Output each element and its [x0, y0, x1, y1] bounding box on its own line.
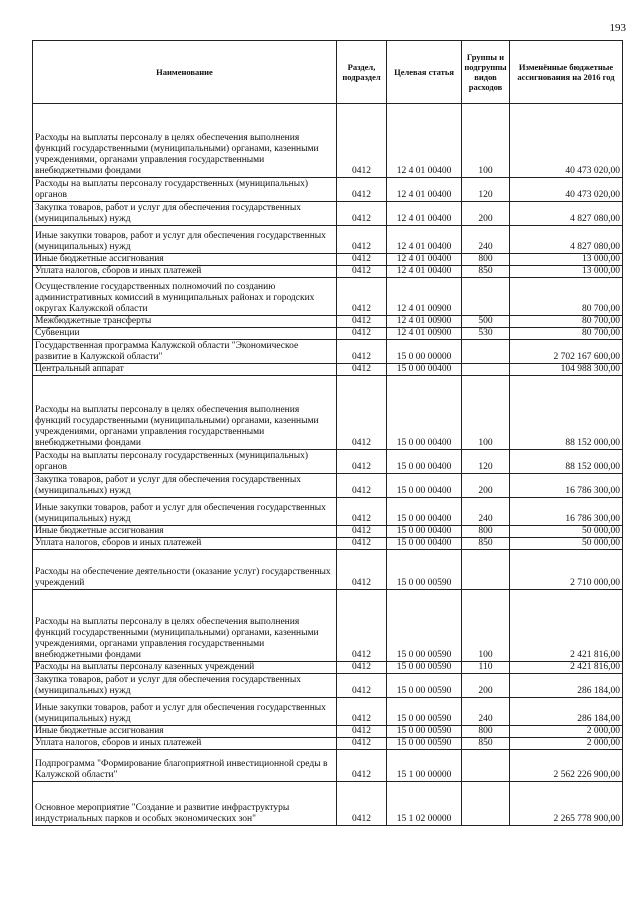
- header-section: Раздел, подраздел: [337, 41, 387, 104]
- row-name: Расходы на выплаты персоналу государственных (муниципальных) органов: [33, 178, 337, 202]
- row-section: 0412: [337, 526, 387, 538]
- row-expense-type: 100: [462, 104, 510, 178]
- row-expense-type: 100: [462, 376, 510, 450]
- table-row: [33, 750, 623, 782]
- row-target: 12 4 01 00400: [387, 226, 462, 254]
- table-header-row: [33, 41, 623, 104]
- row-name: Расходы на выплаты персоналу государственных (муниципальных) органов: [33, 450, 337, 474]
- row-name: Уплата налогов, сборов и иных платежей: [33, 738, 337, 750]
- budget-table: [32, 40, 623, 826]
- row-amount: 2 265 778 900,00: [510, 782, 623, 826]
- row-section: 0412: [337, 750, 387, 782]
- row-target: 15 0 00 00400: [387, 538, 462, 550]
- table-row: [33, 474, 623, 498]
- row-name: Уплата налогов, сборов и иных платежей: [33, 266, 337, 278]
- row-expense-type: [462, 340, 510, 364]
- table-row: [33, 376, 623, 450]
- table-row: [33, 340, 623, 364]
- row-expense-type: [462, 278, 510, 316]
- row-expense-type: 240: [462, 498, 510, 526]
- row-target: 15 0 00 00400: [387, 498, 462, 526]
- row-target: 15 0 00 00400: [387, 450, 462, 474]
- row-name: Расходы на выплаты персоналу казенных учреждений: [33, 662, 337, 674]
- row-name: Межбюджетные трансферты: [33, 316, 337, 328]
- row-target: 12 4 01 00400: [387, 254, 462, 266]
- row-expense-type: [462, 364, 510, 376]
- table-row: [33, 266, 623, 278]
- row-expense-type: [462, 750, 510, 782]
- row-amount: 16 786 300,00: [510, 474, 623, 498]
- table-row: [33, 782, 623, 826]
- row-target: 12 4 01 00900: [387, 316, 462, 328]
- row-section: 0412: [337, 698, 387, 726]
- row-target: 12 4 01 00400: [387, 202, 462, 226]
- header-target: Целевая статья: [387, 41, 462, 104]
- row-target: 15 0 00 00590: [387, 726, 462, 738]
- table-row: [33, 662, 623, 674]
- row-target: 15 0 00 00400: [387, 376, 462, 450]
- row-section: 0412: [337, 278, 387, 316]
- row-expense-type: [462, 550, 510, 590]
- row-name: Субвенции: [33, 328, 337, 340]
- row-section: 0412: [337, 498, 387, 526]
- row-target: 15 0 00 00590: [387, 590, 462, 662]
- row-amount: 13 000,00: [510, 254, 623, 266]
- row-target: 15 0 00 00400: [387, 526, 462, 538]
- table-row: [33, 674, 623, 698]
- row-amount: 2 421 816,00: [510, 590, 623, 662]
- row-name: Уплата налогов, сборов и иных платежей: [33, 538, 337, 550]
- row-amount: 40 473 020,00: [510, 178, 623, 202]
- table-row: [33, 450, 623, 474]
- table-row: [33, 538, 623, 550]
- row-section: 0412: [337, 538, 387, 550]
- row-target: 12 4 01 00400: [387, 104, 462, 178]
- row-amount: 50 000,00: [510, 538, 623, 550]
- row-amount: 286 184,00: [510, 698, 623, 726]
- row-expense-type: 850: [462, 538, 510, 550]
- row-expense-type: 800: [462, 526, 510, 538]
- row-name: Иные бюджетные ассигнования: [33, 526, 337, 538]
- row-target: 15 0 00 00400: [387, 364, 462, 376]
- row-target: 15 0 00 00590: [387, 738, 462, 750]
- row-name: Государственная программа Калужской области "Экономическое развитие в Калужской области": [33, 340, 337, 364]
- row-amount: 88 152 000,00: [510, 450, 623, 474]
- row-section: 0412: [337, 226, 387, 254]
- row-amount: 2 702 167 600,00: [510, 340, 623, 364]
- table-row: [33, 550, 623, 590]
- row-amount: 2 562 226 900,00: [510, 750, 623, 782]
- table-row: [33, 202, 623, 226]
- row-target: 15 0 00 00400: [387, 474, 462, 498]
- row-amount: 40 473 020,00: [510, 104, 623, 178]
- row-name: Осуществление государственных полномочий по созданию административных комиссий в муниципальных районах и городских округах Калужской области: [33, 278, 337, 316]
- table-row: [33, 698, 623, 726]
- row-expense-type: [462, 782, 510, 826]
- row-section: 0412: [337, 662, 387, 674]
- row-section: 0412: [337, 474, 387, 498]
- row-section: 0412: [337, 674, 387, 698]
- row-name: Иные закупки товаров, работ и услуг для обеспечения государственных (муниципальных) нужд: [33, 698, 337, 726]
- row-section: 0412: [337, 254, 387, 266]
- row-target: 12 4 01 00400: [387, 178, 462, 202]
- row-amount: 2 000,00: [510, 726, 623, 738]
- row-expense-type: 800: [462, 254, 510, 266]
- row-section: 0412: [337, 104, 387, 178]
- table-row: [33, 278, 623, 316]
- row-section: 0412: [337, 726, 387, 738]
- row-amount: 4 827 080,00: [510, 202, 623, 226]
- row-amount: 88 152 000,00: [510, 376, 623, 450]
- table-row: [33, 178, 623, 202]
- row-section: 0412: [337, 202, 387, 226]
- row-name: Закупка товаров, работ и услуг для обеспечения государственных (муниципальных) нужд: [33, 674, 337, 698]
- row-section: 0412: [337, 266, 387, 278]
- row-target: 15 0 00 00590: [387, 674, 462, 698]
- row-section: 0412: [337, 340, 387, 364]
- table-row: [33, 364, 623, 376]
- row-section: 0412: [337, 450, 387, 474]
- row-expense-type: 120: [462, 450, 510, 474]
- page-number: 193: [609, 22, 626, 34]
- row-name: Иные закупки товаров, работ и услуг для обеспечения государственных (муниципальных) нужд: [33, 226, 337, 254]
- row-amount: 286 184,00: [510, 674, 623, 698]
- table-row: [33, 498, 623, 526]
- row-name: Иные бюджетные ассигнования: [33, 726, 337, 738]
- row-expense-type: 530: [462, 328, 510, 340]
- row-amount: 80 700,00: [510, 316, 623, 328]
- row-expense-type: 120: [462, 178, 510, 202]
- row-section: 0412: [337, 376, 387, 450]
- row-amount: 80 700,00: [510, 278, 623, 316]
- row-expense-type: 240: [462, 698, 510, 726]
- row-amount: 13 000,00: [510, 266, 623, 278]
- row-expense-type: 800: [462, 726, 510, 738]
- row-expense-type: 100: [462, 590, 510, 662]
- row-section: 0412: [337, 178, 387, 202]
- row-expense-type: 850: [462, 266, 510, 278]
- header-groups: Группы и подгруппы видов расходов: [462, 41, 510, 104]
- table-row: [33, 104, 623, 178]
- row-target: 15 0 00 00590: [387, 550, 462, 590]
- row-amount: 2 710 000,00: [510, 550, 623, 590]
- row-section: 0412: [337, 550, 387, 590]
- row-amount: 2 000,00: [510, 738, 623, 750]
- table-row: [33, 738, 623, 750]
- row-target: 12 4 01 00900: [387, 278, 462, 316]
- row-section: 0412: [337, 364, 387, 376]
- row-target: 15 0 00 00590: [387, 662, 462, 674]
- row-target: 15 1 00 00000: [387, 750, 462, 782]
- row-name: Иные закупки товаров, работ и услуг для обеспечения государственных (муниципальных) нужд: [33, 498, 337, 526]
- header-amount: Изменённые бюджетные ассигнования на 2016 год: [510, 41, 623, 104]
- row-section: 0412: [337, 738, 387, 750]
- row-amount: 2 421 816,00: [510, 662, 623, 674]
- row-expense-type: 240: [462, 226, 510, 254]
- table-row: [33, 316, 623, 328]
- row-amount: 4 827 080,00: [510, 226, 623, 254]
- row-amount: 16 786 300,00: [510, 498, 623, 526]
- row-name: Расходы на выплаты персоналу в целях обеспечения выполнения функций государственными (муниципальными) органами, казенными учреждениями, органами управления государственными внебюджетными фондами: [33, 104, 337, 178]
- table-row: [33, 726, 623, 738]
- row-target: 15 0 00 00590: [387, 698, 462, 726]
- row-target: 12 4 01 00400: [387, 266, 462, 278]
- table-row: [33, 590, 623, 662]
- table-row: [33, 226, 623, 254]
- row-amount: 104 988 300,00: [510, 364, 623, 376]
- table-row: [33, 254, 623, 266]
- table-row: [33, 526, 623, 538]
- row-name: Основное мероприятие "Создание и развитие инфраструктуры индустриальных парков и особых экономических зон": [33, 782, 337, 826]
- row-expense-type: 850: [462, 738, 510, 750]
- row-expense-type: 200: [462, 202, 510, 226]
- row-section: 0412: [337, 590, 387, 662]
- row-expense-type: 200: [462, 674, 510, 698]
- row-target: 15 0 00 00000: [387, 340, 462, 364]
- row-name: Расходы на выплаты персоналу в целях обеспечения выполнения функций государственными (муниципальными) органами, казенными учреждениями, органами управления государственными внебюджетными фондами: [33, 590, 337, 662]
- row-section: 0412: [337, 782, 387, 826]
- row-expense-type: 500: [462, 316, 510, 328]
- table-row: [33, 328, 623, 340]
- row-name: Расходы на обеспечение деятельности (оказание услуг) государственных учреждений: [33, 550, 337, 590]
- row-name: Закупка товаров, работ и услуг для обеспечения государственных (муниципальных) нужд: [33, 202, 337, 226]
- row-expense-type: 110: [462, 662, 510, 674]
- row-name: Расходы на выплаты персоналу в целях обеспечения выполнения функций государственными (муниципальными) органами, казенными учреждениями, органами управления государственными внебюджетными фондами: [33, 376, 337, 450]
- row-name: Иные бюджетные ассигнования: [33, 254, 337, 266]
- row-name: Центральный аппарат: [33, 364, 337, 376]
- header-name: Наименование: [33, 41, 337, 104]
- row-section: 0412: [337, 328, 387, 340]
- row-target: 12 4 01 00900: [387, 328, 462, 340]
- row-section: 0412: [337, 316, 387, 328]
- row-amount: 50 000,00: [510, 526, 623, 538]
- row-expense-type: 200: [462, 474, 510, 498]
- row-name: Закупка товаров, работ и услуг для обеспечения государственных (муниципальных) нужд: [33, 474, 337, 498]
- row-target: 15 1 02 00000: [387, 782, 462, 826]
- row-amount: 80 700,00: [510, 328, 623, 340]
- row-name: Подпрограмма "Формирование благоприятной инвестиционной среды в Калужской области": [33, 750, 337, 782]
